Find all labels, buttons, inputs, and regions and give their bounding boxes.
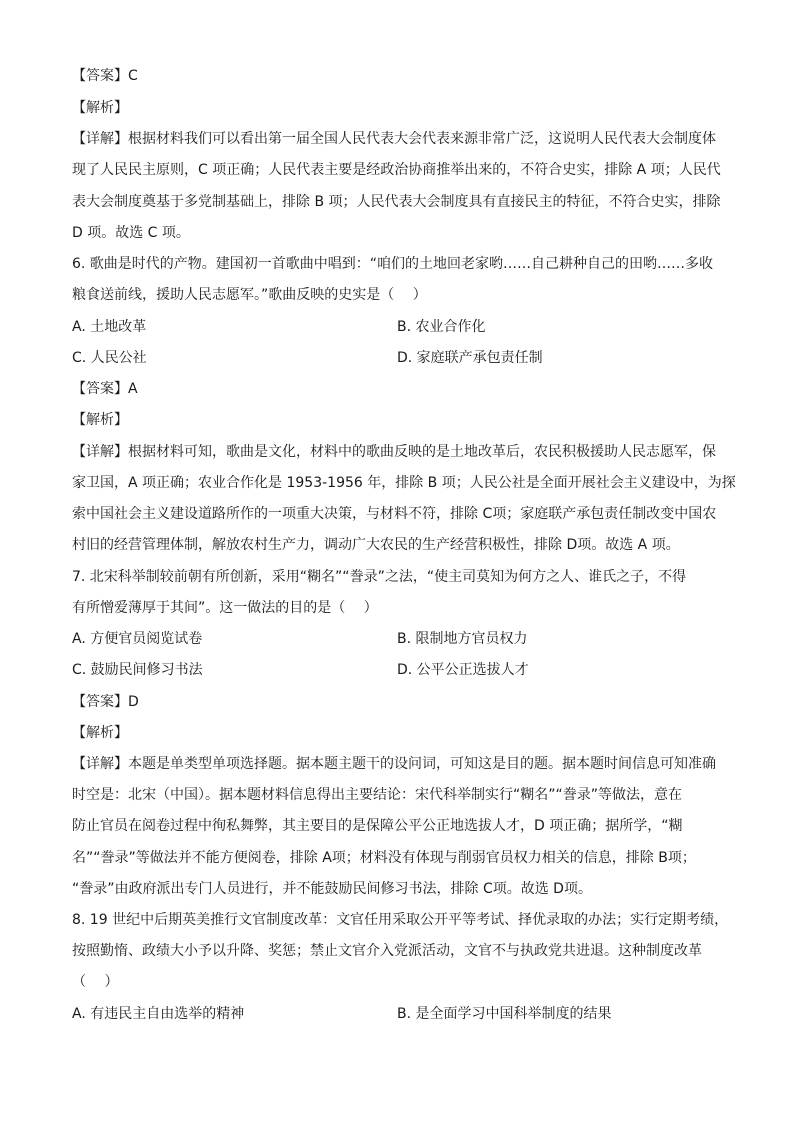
option-b: B. 是全面学习中国科举制度的结果 — [397, 1006, 612, 1022]
option-c: C. 鼓励民间修习书法 — [72, 662, 203, 678]
detail-line: D 项。故选 C 项。 — [72, 225, 190, 241]
detail-line: 村旧的经营管理体制，解放农村生产力，调动广大农民的生产经营积极性，排除 D项。故选 A 项。 — [72, 537, 680, 553]
question-stem: 7. 北宋科举制较前朝有所创新，采用“糊名”“誊录”之法，“使主司莫知为何方之人、谁氏之子，不得 — [72, 569, 687, 585]
option-a: A. 方便官员阅览试卷 — [72, 631, 203, 647]
detail-line: 【详解】本题是单类型单项选择题。据本题主题干的设问词，可知这是目的题。据本题时间信息可知准确 — [72, 756, 716, 772]
answer-label: 【答案】A — [72, 381, 138, 397]
detail-line: 【详解】根据材料我们可以看出第一届全国人民代表大会代表来源非常广泛，这说明人民代表大会制度体 — [72, 131, 716, 147]
option-b: B. 农业合作化 — [397, 319, 486, 335]
option-d: D. 家庭联产承包责任制 — [397, 350, 543, 366]
detail-line: 名”“誊录”等做法并不能方便阅卷，排除 A项；材料没有体现与削弱官员权力相关的信息，排除 B项； — [72, 850, 696, 866]
option-c: C. 人民公社 — [72, 350, 147, 366]
analysis-label: 【解析】 — [72, 100, 128, 116]
question-stem: 有所憎爱薄厚于其间”。这一做法的目的是（ ） — [72, 600, 378, 616]
question-stem: （ ） — [72, 974, 119, 990]
question-stem: 粮食送前线，援助人民志愿军。”歌曲反映的史实是（ ） — [72, 287, 427, 303]
question-stem: 按照勤惰、政绩大小予以升降、奖惩；禁止文官介入党派活动，文官不与执政党共进退。这种制度改革 — [72, 943, 702, 959]
question-stem: 6. 歌曲是时代的产物。建国初一首歌曲中唱到：“咱们的土地回老家哟……自己耕种自己的田哟……多收 — [72, 256, 714, 272]
detail-line: 防止官员在阅卷过程中徇私舞弊，其主要目的是保障公平公正地选拔人才，D 项正确；据所学，“糊 — [72, 818, 683, 834]
detail-line: 表大会制度奠基于多党制基础上，排除 B 项；人民代表大会制度具有直接民主的特征，不符合史实，排除 — [72, 194, 721, 210]
detail-line: 时空是：北宋（中国）。据本题材料信息得出主要结论：宋代科举制实行“糊名”“誊录”等做法，意在 — [72, 787, 683, 803]
detail-line: 现了人民民主原则，C 项正确；人民代表主要是经政治协商推举出来的，不符合史实，排除 A 项；人民代 — [72, 162, 721, 178]
detail-line: “誊录”由政府派出专门人员进行，并不能鼓励民间修习书法，排除 C项。故选 D项。 — [72, 881, 592, 897]
detail-line: 家卫国，A 项正确；农业合作化是 1953-1956 年，排除 B 项；人民公社是全面开展社会主义建设中，为探 — [72, 475, 736, 491]
analysis-label: 【解析】 — [72, 412, 128, 428]
question-stem: 8. 19 世纪中后期英美推行文官制度改革：文官任用采取公开平等考试、择优录取的办法；实行定期考绩， — [72, 912, 729, 928]
detail-line: 【详解】根据材料可知，歌曲是文化，材料中的歌曲反映的是土地改革后，农民积极援助人民志愿军，保 — [72, 444, 716, 460]
answer-label: 【答案】C — [72, 68, 138, 84]
option-b: B. 限制地方官员权力 — [397, 631, 528, 647]
answer-label: 【答案】D — [72, 694, 139, 710]
option-a: A. 土地改革 — [72, 319, 147, 335]
option-d: D. 公平公正选拔人才 — [397, 662, 529, 678]
analysis-label: 【解析】 — [72, 725, 128, 741]
option-a: A. 有违民主自由选举的精神 — [72, 1006, 245, 1022]
detail-line: 索中国社会主义建设道路所作的一项重大决策，与材料不符，排除 C项；家庭联产承包责任制改变中国农 — [72, 506, 717, 522]
